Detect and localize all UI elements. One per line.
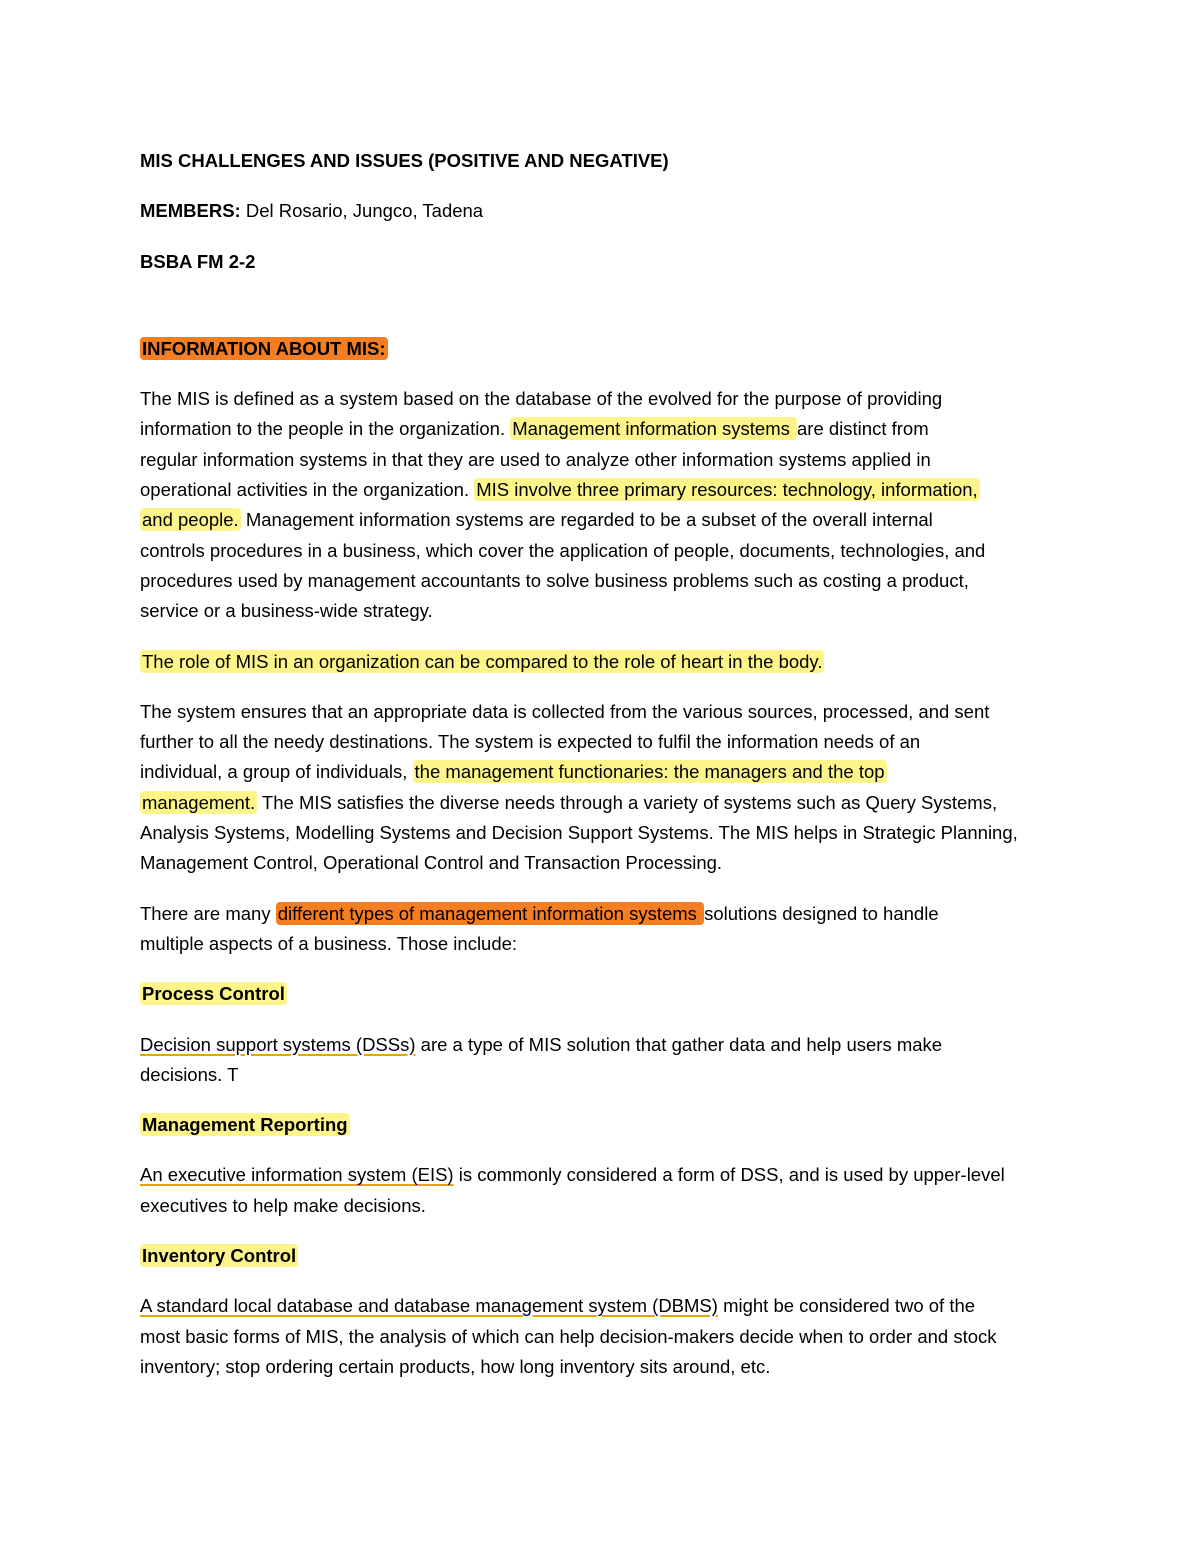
role-line xyxy=(140,647,1070,677)
document-title: MIS CHALLENGES AND ISSUES (POSITIVE AND NEGATIVE) xyxy=(140,150,669,171)
underlined-term: A standard local database and database management system (DBMS) xyxy=(140,1295,718,1317)
subheading-line xyxy=(140,979,1070,1009)
members-label: MEMBERS: xyxy=(140,200,241,222)
text-run: The MIS satisfies the diverse needs through a variety of systems such as Query Systems, xyxy=(257,791,998,813)
spacer xyxy=(140,959,1070,979)
text-line: Analysis Systems, Modelling Systems and Decision Support Systems. The MIS helps in Strategic Planning, xyxy=(140,822,1018,844)
spacer xyxy=(140,677,1070,697)
paragraph-system xyxy=(140,697,1070,879)
text-run: Management information systems are regarded to be a subset of the overall internal xyxy=(240,509,933,531)
highlight-role: The role of MIS in an organization can be compared to the role of heart in the body. xyxy=(142,650,823,672)
info-heading: INFORMATION ABOUT MIS: xyxy=(142,337,386,359)
text-line: service or a business-wide strategy. xyxy=(140,600,433,622)
text-run: are a type of MIS solution that gather data and help users make xyxy=(415,1033,943,1055)
text-line: executives to help make decisions. xyxy=(140,1194,426,1216)
text-run: is commonly considered a form of DSS, and is used by upper-level xyxy=(453,1164,1005,1186)
spacer xyxy=(140,227,1070,247)
paragraph-types xyxy=(140,899,1070,960)
spacer xyxy=(140,1090,1070,1110)
text-line xyxy=(140,788,1070,818)
text-run: information to the people in the organization. xyxy=(140,418,511,440)
document-page xyxy=(140,146,1070,1382)
subheading-inventory-control: Inventory Control xyxy=(142,1245,297,1267)
text-line: The system ensures that an appropriate data is collected from the various sources, processed, and sent xyxy=(140,700,990,722)
spacer xyxy=(140,1271,1070,1291)
spacer xyxy=(140,1140,1070,1160)
subheading-process-control: Process Control xyxy=(142,983,285,1005)
subheading-line xyxy=(140,1110,1070,1140)
text-line: most basic forms of MIS, the analysis of which can help decision-makers decide when to order and stock xyxy=(140,1325,997,1347)
text-line xyxy=(140,757,1070,787)
text-run: individual, a group of individuals, xyxy=(140,761,413,783)
highlight-functionaries-end: management. xyxy=(142,791,256,813)
highlight-mis-term: Management information systems xyxy=(512,418,796,440)
subheading-line xyxy=(140,1241,1070,1271)
paragraph-definition xyxy=(140,384,1070,626)
text-run: might be considered two of the xyxy=(717,1295,976,1317)
text-run: operational activities in the organization. xyxy=(140,479,475,501)
spacer xyxy=(140,277,1070,334)
text-line: regular information systems in that they are used to analyze other information systems applied in xyxy=(140,448,931,470)
spacer xyxy=(140,1010,1070,1030)
section-label: BSBA FM 2-2 xyxy=(140,250,256,272)
text-line xyxy=(140,505,1070,535)
text-line xyxy=(140,1160,1070,1190)
text-line: Management Control, Operational Control and Transaction Processing. xyxy=(140,852,723,874)
highlight-resources: MIS involve three primary resources: technology, information, xyxy=(476,479,978,501)
text-line: inventory; stop ordering certain products, how long inventory sits around, etc. xyxy=(140,1355,771,1377)
text-line xyxy=(140,414,1070,444)
text-line: multiple aspects of a business. Those include: xyxy=(140,932,518,954)
text-line xyxy=(140,899,1070,929)
text-run: solutions designed to handle xyxy=(704,902,939,924)
text-line: further to all the needy destinations. The system is expected to fulfil the information needs of an xyxy=(140,731,921,753)
spacer xyxy=(140,1221,1070,1241)
text-line xyxy=(140,1291,1070,1321)
underlined-term: Decision support systems (DSSs) xyxy=(140,1033,416,1055)
members-line xyxy=(140,196,1070,226)
text-line: controls procedures in a business, which cover the application of people, documents, technologies, and xyxy=(140,539,986,561)
text-line xyxy=(140,475,1070,505)
highlight-types: different types of management information systems xyxy=(277,902,703,924)
spacer xyxy=(140,176,1070,196)
text-run: are distinct from xyxy=(797,418,929,440)
spacer xyxy=(140,364,1070,384)
text-run: There are many xyxy=(140,902,276,924)
subheading-management-reporting: Management Reporting xyxy=(142,1114,348,1136)
text-line: decisions. T xyxy=(140,1063,239,1085)
underlined-term: An executive information system (EIS) xyxy=(140,1164,454,1186)
spacer xyxy=(140,627,1070,647)
spacer xyxy=(140,879,1070,899)
info-heading-line xyxy=(140,334,1070,364)
text-line: The MIS is defined as a system based on the database of the evolved for the purpose of providing xyxy=(140,388,943,410)
members-value: Del Rosario, Jungco, Tadena xyxy=(240,200,484,222)
highlight-resources-end: and people. xyxy=(142,509,239,531)
text-line: procedures used by management accountants to solve business problems such as costing a product, xyxy=(140,569,969,591)
text-line xyxy=(140,1030,1070,1060)
highlight-functionaries: the management functionaries: the managers and the top xyxy=(414,761,885,783)
